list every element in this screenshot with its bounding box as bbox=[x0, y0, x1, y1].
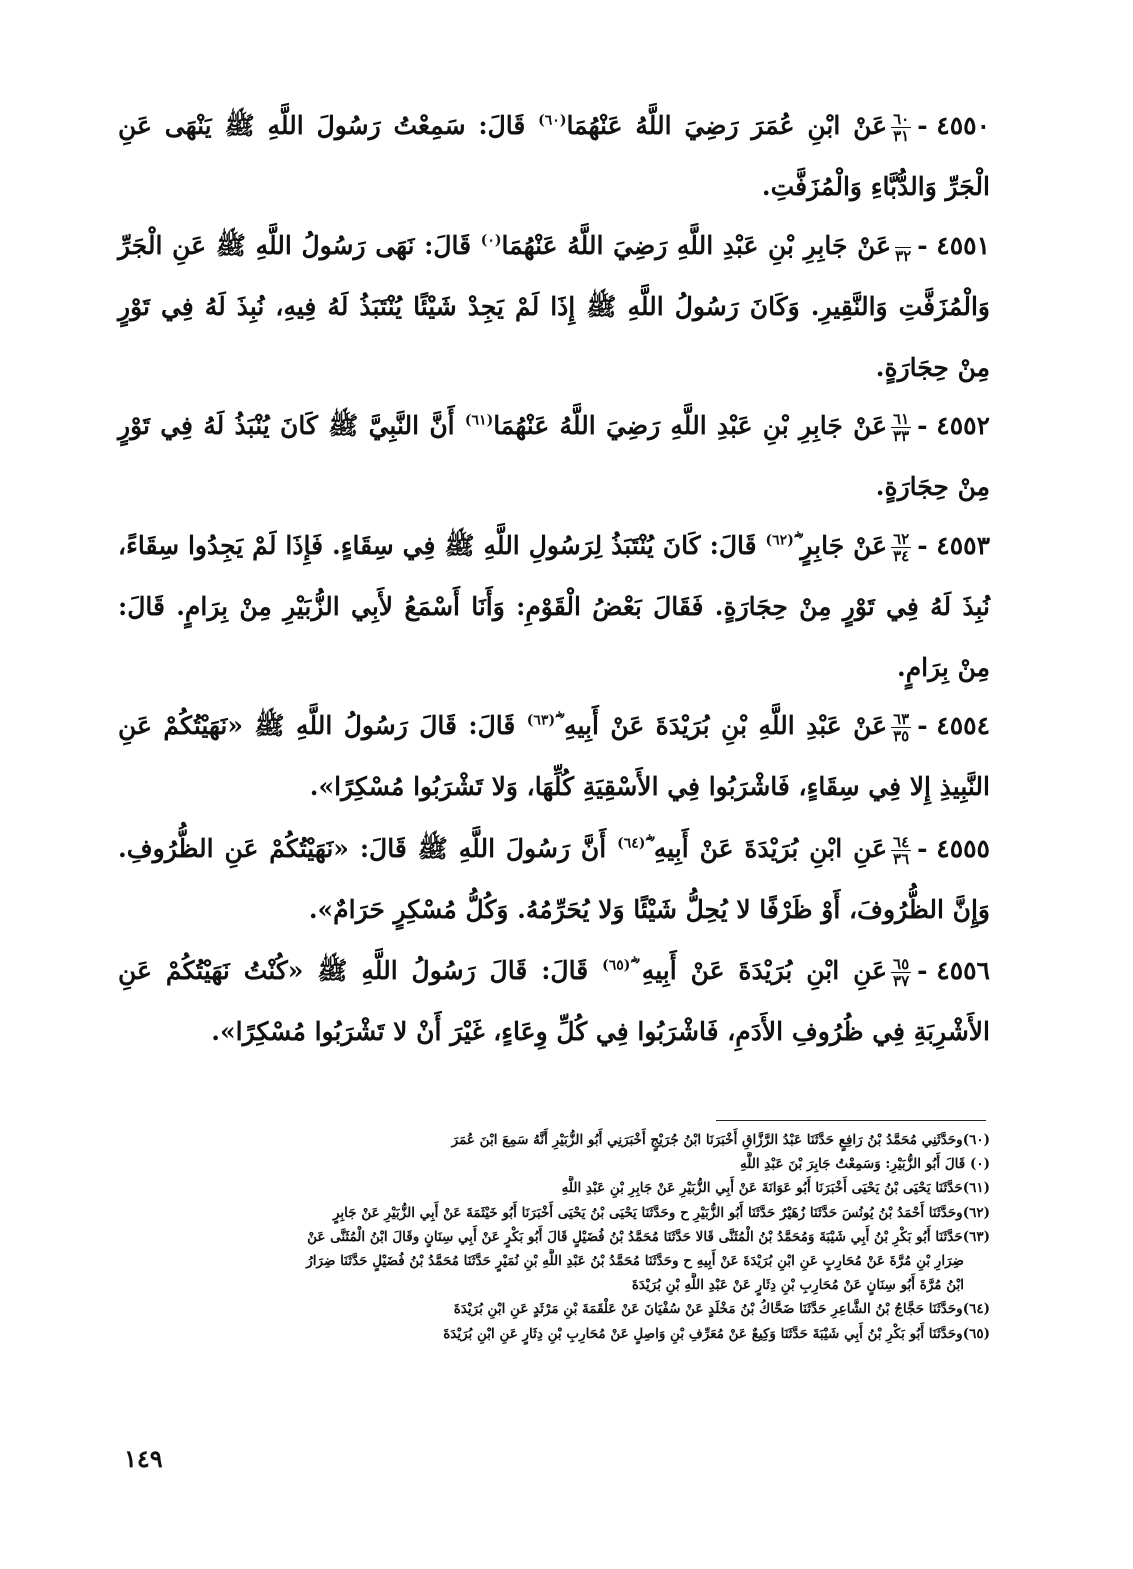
footnote-ref: (٦٤) bbox=[617, 835, 646, 852]
footnotes bbox=[240, 1128, 990, 1346]
hadith-number: ٤٥٥١ - bbox=[917, 231, 990, 260]
footnote-line: ابْنُ مُرَّةَ أَبُو سِنَانٍ عَنْ مُحَارِبِ بْنِ دِثَارٍ عَنْ عَبْدِ اللَّهِ بْنِ بُرَيْدَةَ bbox=[631, 1277, 964, 1294]
hadith-number: ٤٥٥٦ - bbox=[917, 956, 990, 985]
footnote-ref: (٦٥) bbox=[602, 957, 631, 974]
hadith-number: ٤٥٥٣ - bbox=[917, 531, 990, 560]
hadith-4551 bbox=[118, 215, 990, 398]
hadith-number: ٤٥٥٢ - bbox=[917, 411, 990, 440]
hadith-text: قَالَ: نَهَى رَسُولُ اللَّهِ ﷺ عَنِ الْجَرِّ وَالْمُزَفَّتِ وَالنَّقِيرِ. وَكَانَ رَسُولُ اللَّهِ ﷺ إِذَا لَمْ يَجِدْ شَيْئًا يُنْتَبَذُ لَهُ فِيهِ، نُبِذَ لَهُ فِي تَوْرٍ مِنْ حِجَارَةٍ. bbox=[118, 231, 990, 382]
hadith-4555 bbox=[118, 818, 990, 940]
footnote-line: (٠) قَالَ أَبُو الزُّبَيْرِ: وَسَمِعْتُ جَابِرَ بْنَ عَبْدِ اللَّهِ bbox=[740, 1156, 990, 1173]
footnote-line: (٦٤)وحَدَّثَنَا حَجَّاجُ بْنُ الشَّاعِرِ حَدَّثَنَا ضَحَّاكُ بْنُ مَخْلَدٍ عَنْ سُفْيَانَ عَنْ عَلْقَمَةَ بْنِ مَرْثَدٍ عَنِ ابْنِ بُرَيْدَةَ bbox=[453, 1301, 990, 1318]
footnote-ref: (٦٣) bbox=[526, 712, 556, 729]
footnote-line: (٦٠)وحَدَّثَنِي مُحَمَّدُ بْنُ رَافِعٍ حَدَّثَنَا عَبْدُ الرَّزَّاقِ أَخْبَرَنَا ابْنُ جُرَيْجٍ أَخْبَرَنِي أَبُو الزُّبَيْرِ أَنَّهُ سَمِعَ ابْنَ عُمَرَ bbox=[451, 1132, 990, 1148]
hadith-text: عَنْ ابْنِ عُمَرَ رَضِيَ اللَّهُ عَنْهُمَا bbox=[566, 111, 888, 140]
hadith-sub-number: ٦٥ ٣٧ bbox=[893, 955, 910, 990]
footnote-line: (٦٥)وحَدَّثَنَا أَبُو بَكْرِ بْنُ أَبِي شَيْبَةَ حَدَّثَنَا وَكِيعٌ عَنْ مُعَرِّفِ بْنِ وَاصِلٍ عَنْ مُحَارِبِ بْنِ دِثَارٍ عَنِ ابْنِ بُرَيْدَةَ bbox=[443, 1325, 990, 1342]
footnote-line: (٦٣)حَدَّثَنَا أَبُو بَكْرِ بْنُ أَبِي شَيْبَةَ وَمُحَمَّدُ بْنُ الْمُثَنَّى قَالا حَدَّثَنَا مُحَمَّدُ بْنُ فُضَيْلٍ قَالَ أَبُو بَكْرٍ عَنْ أَبِي سِنَانٍ وقَالَ ابْنُ الْمُثَنَّى عَنْ bbox=[307, 1228, 990, 1245]
hadith-sub-number: ٦٣ ٣٥ bbox=[893, 710, 910, 745]
hadith-sub-number: ٦١ ٣٣ bbox=[893, 410, 910, 445]
hadith-sub-number: ٣٢ bbox=[895, 231, 911, 264]
hadith-sub-number: ٦٠ ٣١ bbox=[893, 110, 910, 145]
hadith-text: قَالَ: سَمِعْتُ رَسُولَ اللَّهِ ﷺ يَنْهَى عَنِ الْجَرِّ وَالدُّبَّاءِ وَالْمُزَفَّتِ. bbox=[118, 111, 990, 201]
hadith-number: ٤٥٥٤ - bbox=[917, 711, 991, 740]
hadith-4552 bbox=[118, 395, 990, 517]
page-number: ١٤٩ bbox=[124, 1444, 163, 1473]
hadith-sub-number: ٦٢ ٣٤ bbox=[893, 530, 910, 565]
hadith-number: ٤٥٥٥ - bbox=[917, 834, 990, 863]
footnote-line: (٦٢)وحَدَّثَنَا أَحْمَدُ بْنُ يُونُسَ حَدَّثَنَا زُهَيْرٌ حَدَّثَنَا أَبُو الزُّبَيْرِ ح وحَدَّثَنَا يَحْيَى بْنُ يَحْيَى أَخْبَرَنَا أَبُو خَيْثَمَةَ عَنْ أَبِي الزُّبَيْرِ عَنْ جَابِرٍ bbox=[332, 1204, 990, 1221]
footnote-ref: (٦٢) bbox=[765, 532, 794, 549]
hadith-number: ٤٥٥٠ - bbox=[917, 111, 991, 140]
footnote-line: ضِرَارِ بْنِ مُرَّةَ عَنْ مُحَارِبٍ عَنِ ابْنِ بُرَيْدَةَ عَنْ أَبِيهِ ح وحَدَّثَنَا مُحَمَّدُ بْنُ عَبْدِ اللَّهِ بْنِ نُمَيْرٍ حَدَّثَنَا مُحَمَّدُ بْنُ فُضَيْلٍ حَدَّثَنَا ضِرَارُ bbox=[306, 1253, 964, 1270]
footnote-ref: (٠) bbox=[480, 232, 502, 249]
hadith-sub-number: ٦٤ ٣٦ bbox=[893, 833, 910, 868]
footnote-divider bbox=[716, 1120, 986, 1121]
hadith-text: أَنَّ النَّبِيَّ ﷺ كَانَ يُنْبَذُ لَهُ فِي تَوْرٍ مِنْ حِجَارَةٍ. bbox=[118, 411, 990, 501]
hadith-4556 bbox=[118, 940, 990, 1062]
hadith-text: عَنْ جَابِرِ بْنِ عَبْدِ اللَّهِ رَضِيَ اللَّهُ عَنْهُمَا bbox=[493, 411, 888, 440]
hadith-4554 bbox=[118, 695, 990, 817]
hadith-text: قَالَ: قَالَ رَسُولُ اللَّهِ ﷺ «كُنْتُ نَهَيْتُكُمْ عَنِ الأَشْرِبَةِ فِي ظُرُوفِ الأَدَمِ، فَاشْرَبُوا فِي كُلِّ وِعَاءٍ، غَيْرَ أَنْ لا تَشْرَبُوا مُسْكِرًا». bbox=[118, 956, 990, 1046]
hadith-text: عَنِ ابْنِ بُرَيْدَةَ عَنْ أَبِيهِ ؓ bbox=[630, 956, 888, 985]
hadith-text: عَنْ عَبْدِ اللَّهِ بْنِ بُرَيْدَةَ عَنْ أَبِيهِ ؓ bbox=[555, 711, 888, 740]
hadith-4553 bbox=[118, 515, 990, 698]
hadith-4550 bbox=[118, 95, 990, 217]
hadith-text: قَالَ: كَانَ يُنْتَبَذُ لِرَسُولِ اللَّهِ ﷺ فِي سِقَاءٍ. فَإِذَا لَمْ يَجِدُوا سِقَاءً، نُبِذَ لَهُ فِي تَوْرٍ مِنْ حِجَارَةٍ. فَقَالَ بَعْضُ الْقَوْمِ: وَأَنَا أَسْمَعُ لأَبِي الزُّبَيْرِ مِنْ بِرَامٍ. قَالَ: مِنْ بِرَامٍ. bbox=[118, 531, 990, 682]
hadith-text: قَالَ: قَالَ رَسُولُ اللَّهِ ﷺ «نَهَيْتُكُمْ عَنِ النَّبِيذِ إِلا فِي سِقَاءٍ، فَاشْرَبُوا فِي الأَسْقِيَةِ كُلِّهَا، وَلا تَشْرَبُوا مُسْكِرًا». bbox=[118, 711, 990, 801]
footnote-line: (٦١)حَدَّثَنَا يَحْيَى بْنُ يَحْيَى أَخْبَرَنَا أَبُو عَوَانَةَ عَنْ أَبِي الزُّبَيْرِ عَنْ جَابِرِ بْنِ عَبْدِ اللَّهِ bbox=[561, 1180, 990, 1197]
hadith-text: عَنِ ابْنِ بُرَيْدَةَ عَنْ أَبِيهِ ؓ bbox=[645, 834, 888, 863]
footnote-ref: (٦٠) bbox=[538, 112, 567, 129]
hadith-text: أَنَّ رَسُولَ اللَّهِ ﷺ قَالَ: «نَهَيْتُكُمْ عَنِ الظُّرُوفِ. وَإِنَّ الظُّرُوفَ، أَوْ ظَرْفًا لا يُحِلُّ شَيْئًا وَلا يُحَرِّمُهُ. وَكُلُّ مُسْكِرٍ حَرَامٌ». bbox=[118, 834, 990, 924]
hadith-text: عَنْ جَابِرِ بْنِ عَبْدِ اللَّهِ رَضِيَ اللَّهُ عَنْهُمَا bbox=[501, 231, 892, 260]
footnote-ref: (٦١) bbox=[464, 412, 494, 429]
hadith-text: عَنْ جَابِرٍ ؓ bbox=[793, 531, 888, 560]
